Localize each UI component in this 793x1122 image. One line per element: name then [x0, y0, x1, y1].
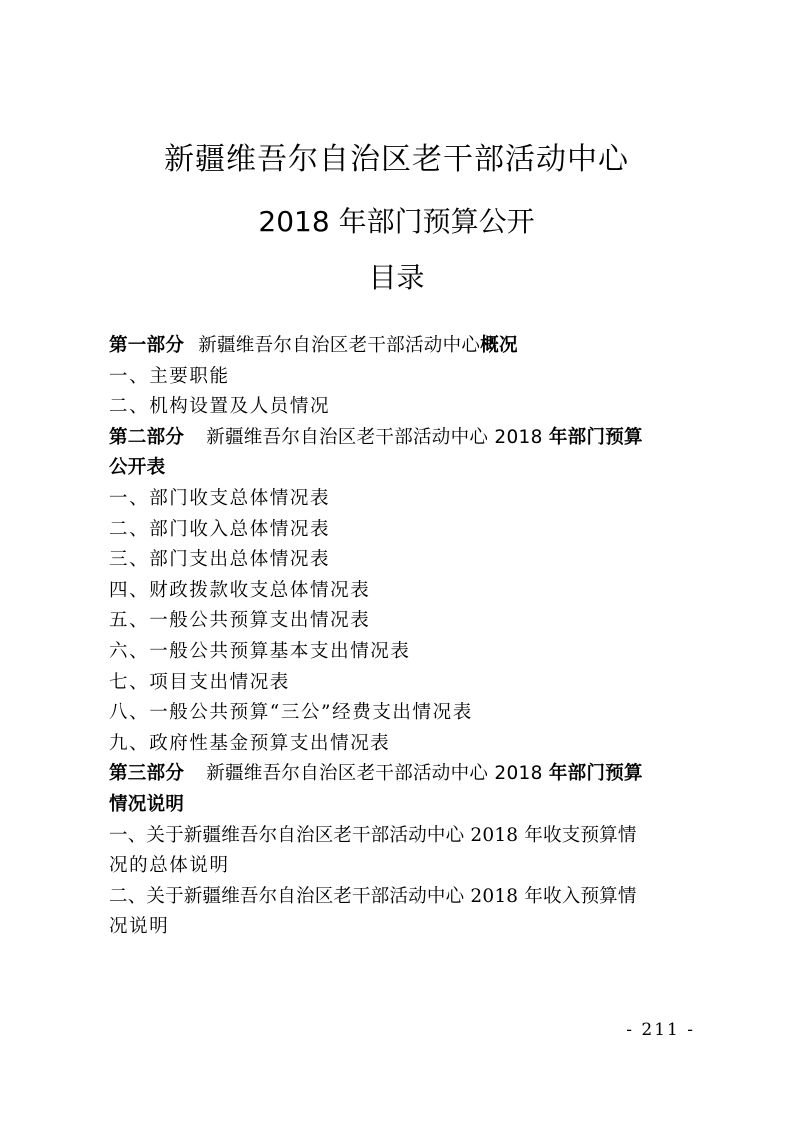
toc-part-2	[109, 423, 703, 454]
toc-item: 一、关于新疆维吾尔自治区老干部活动中心 2018 年收支预算情	[109, 824, 637, 846]
toc-part-3-continued: 情况说明	[109, 793, 185, 815]
part-label: 第二部分	[109, 426, 185, 448]
toc-item-continued: 况的总体说明	[109, 855, 230, 877]
part-label: 第三部分	[109, 763, 185, 785]
document-title: 新疆维吾尔自治区老干部活动中心	[164, 142, 629, 177]
toc-item: 五、一般公共预算支出情况表	[109, 610, 371, 632]
part-title-bold: 年部门预算	[548, 426, 643, 448]
toc-item: 七、项目支出情况表	[109, 671, 290, 693]
document-subtitle: 2018 年部门预算公开	[258, 205, 535, 238]
part-title: 新疆维吾尔自治区老干部活动中心	[198, 335, 481, 356]
table-of-contents	[109, 331, 703, 943]
part-title-bold: 概况	[480, 335, 518, 356]
toc-part-1	[109, 331, 703, 362]
toc-item: 二、关于新疆维吾尔自治区老干部活动中心 2018 年收入预算情	[109, 885, 637, 907]
toc-item: 二、机构设置及人员情况	[109, 396, 331, 418]
toc-item: 六、一般公共预算基本支出情况表	[109, 640, 411, 662]
page-number: - 211 -	[626, 1020, 695, 1040]
part-label: 第一部分	[109, 335, 185, 356]
toc-item: 四、财政拨款收支总体情况表	[109, 579, 371, 601]
part-title: 新疆维吾尔自治区老干部活动中心 2018	[206, 426, 543, 448]
toc-heading: 目录	[368, 261, 425, 294]
toc-item: 三、部门支出总体情况表	[109, 549, 331, 571]
toc-item: 一、部门收支总体情况表	[109, 487, 331, 509]
part-title: 新疆维吾尔自治区老干部活动中心 2018	[206, 763, 543, 785]
toc-part-3	[109, 759, 703, 790]
toc-item-continued: 况说明	[109, 916, 170, 938]
toc-item: 一、主要职能	[109, 365, 230, 387]
part-title-bold: 年部门预算	[548, 763, 643, 785]
toc-item: 二、部门收入总体情况表	[109, 518, 331, 540]
toc-item: 八、一般公共预算“三公”经费支出情况表	[109, 702, 473, 724]
toc-part-2-continued: 公开表	[109, 457, 166, 479]
toc-item: 九、政府性基金预算支出情况表	[109, 732, 391, 754]
